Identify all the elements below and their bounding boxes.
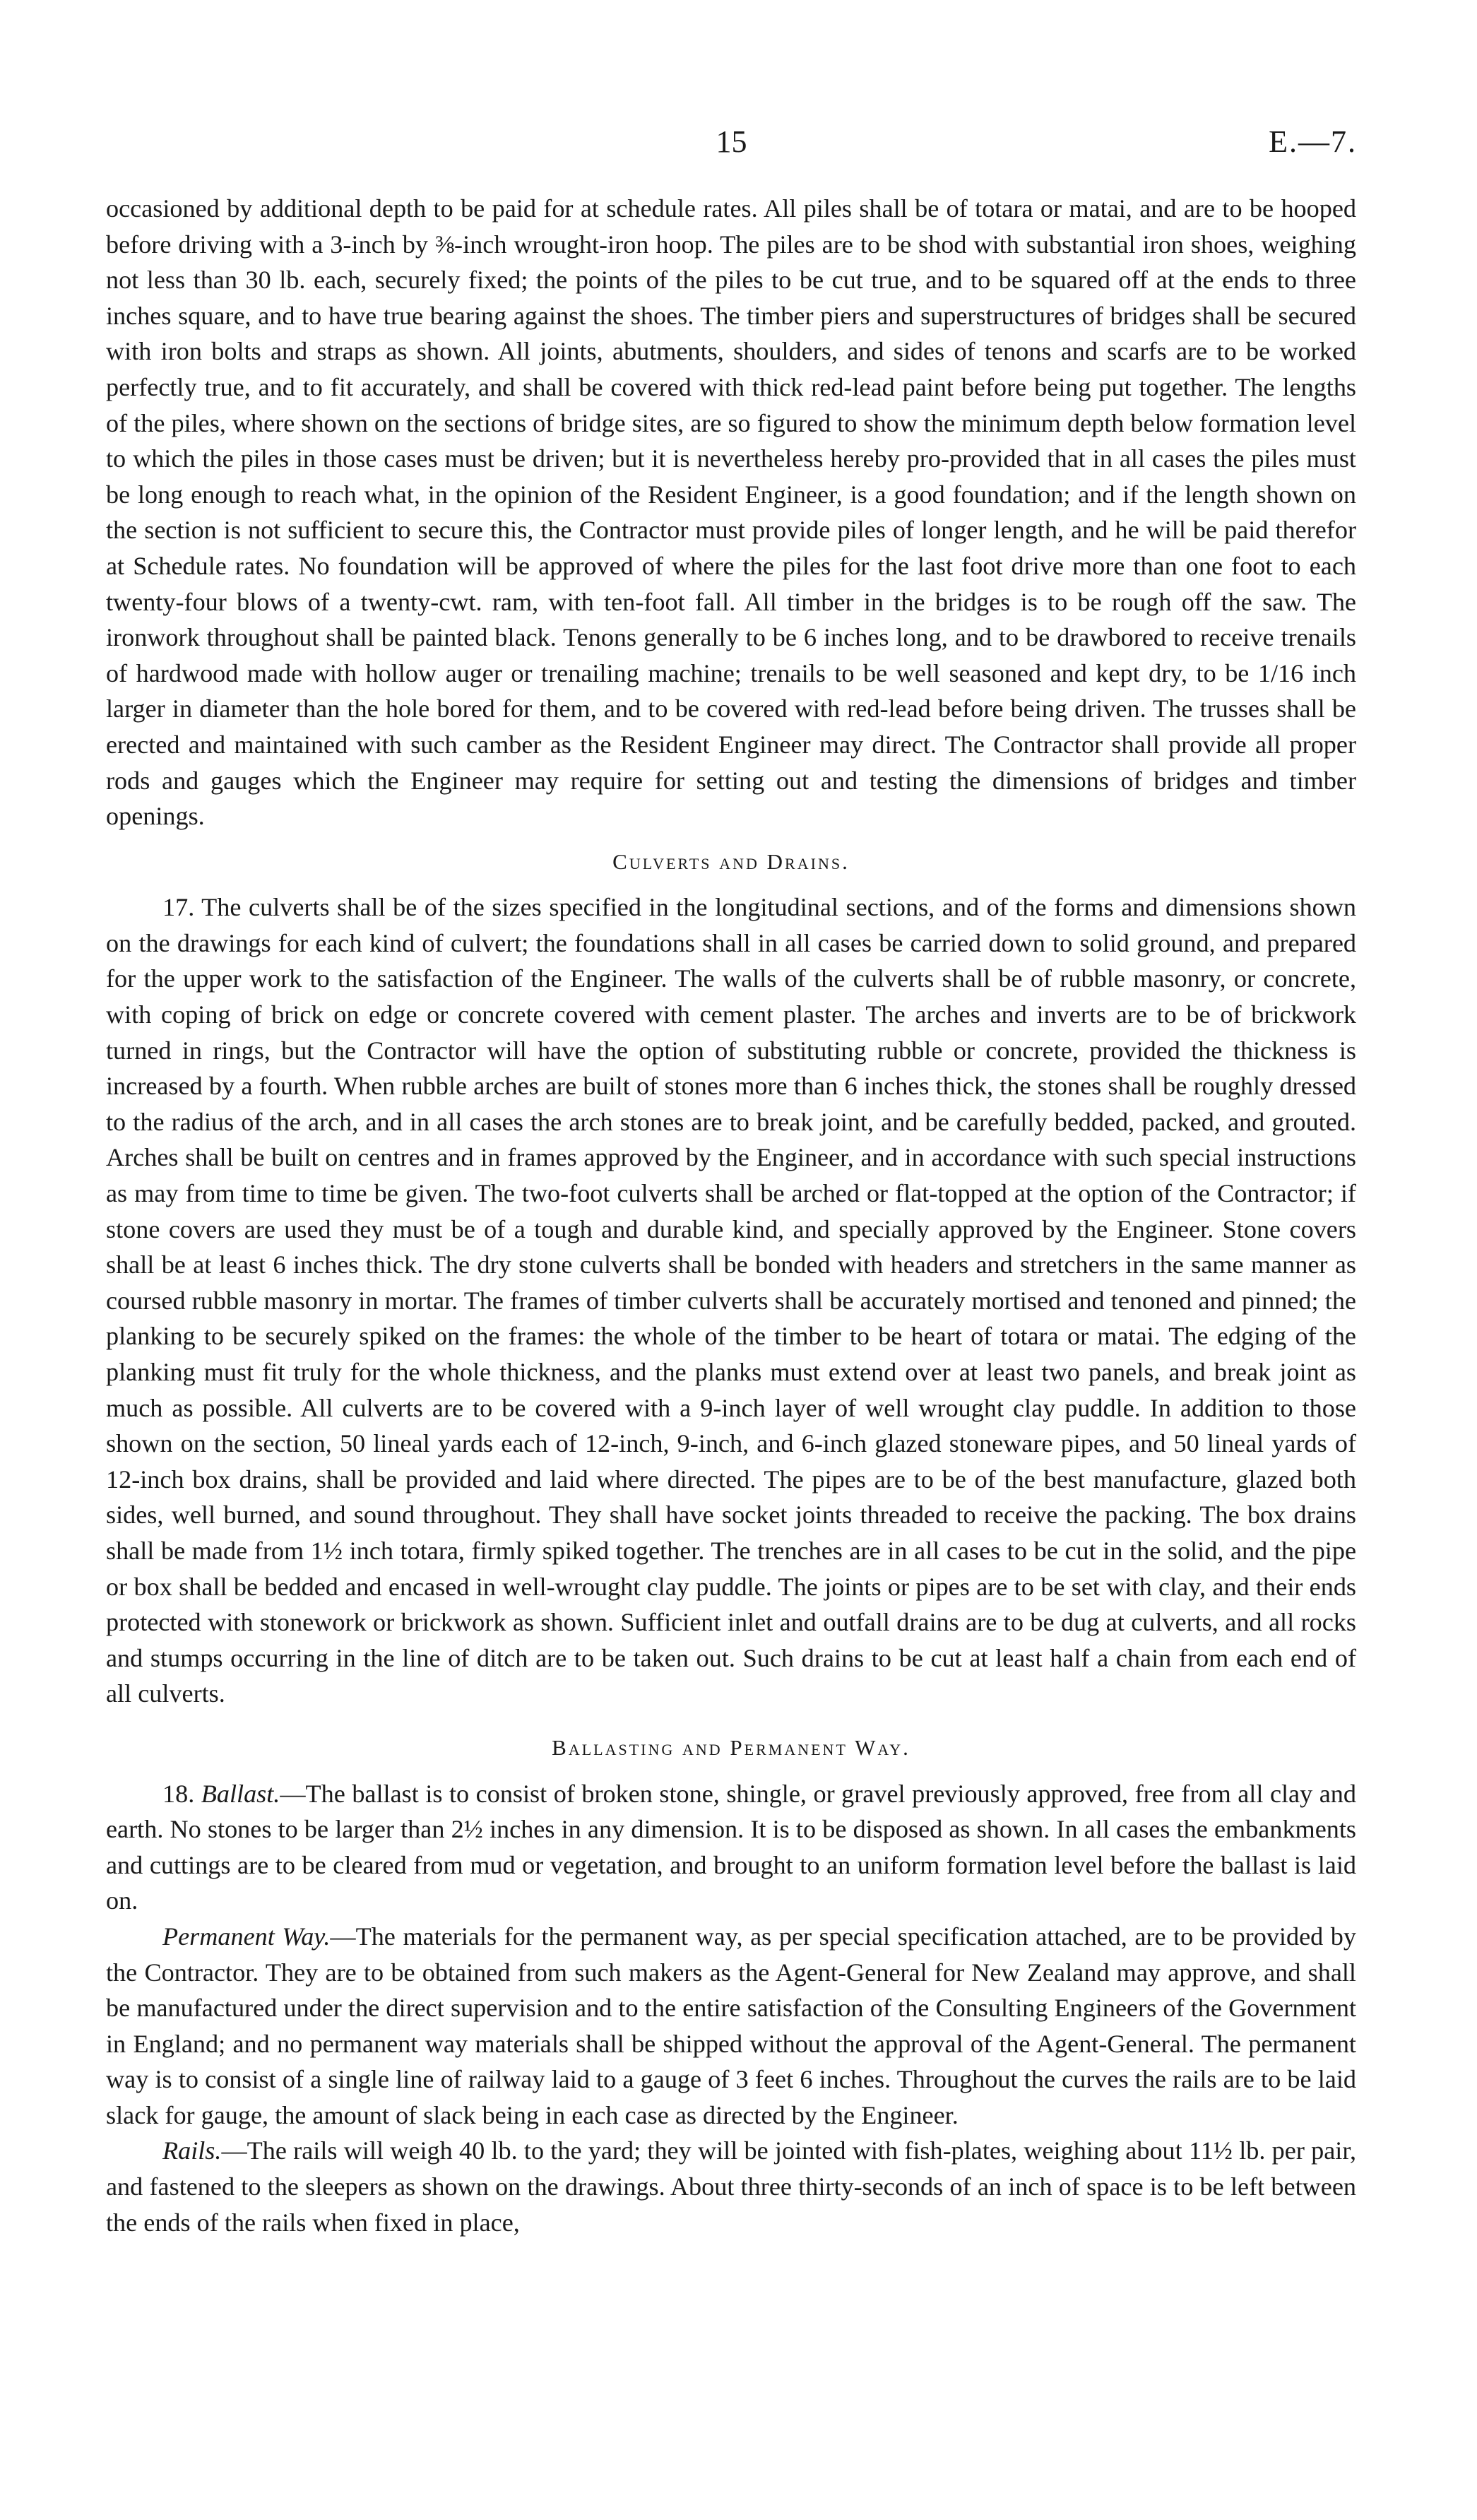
ballast-paragraph [106,1776,1356,1919]
rails-paragraph [106,2133,1356,2240]
ballasting-heading: Ballasting and Permanent Way. [552,1734,910,1760]
intro-paragraph: occasioned by additional depth to be paid for at schedule rates. All piles shall be of totara or matai, and are to be hooped before driving with a 3-inch by ⅜-inch wrought-iron hoop. The piles are to be shod with substantial iron shoes, weighing not less than 30 lb. each, securely fixed; the points of the piles to be cut true, and to be squared off at the ends to three inches square, and to have true bearing against the shoes. The timber piers and superstructures of bridges shall be secured with iron bolts and straps as shown. All joints, abutments, shoulders, and sides of tenons and scarfs are to be worked perfectly true, and to fit accurately, and shall be covered with thick red-lead paint before being put together. The lengths of the piles, where shown on the sections of bridge sites, are so figured to show the minimum depth below formation level to which the piles in those cases must be driven; but it is nevertheless hereby pro-provided that in all cases the piles must be long enough to reach what, in the opinion of the Resident Engineer, is a good foundation; and if the length shown on the section is not sufficient to secure this, the Contractor must provide piles of longer length, and he will be paid therefor at Schedule rates. No foundation will be approved of where the piles for the last foot drive more than one foot to each twenty-four blows of a twenty-cwt. ram, with ten-foot fall. All timber in the bridges is to be rough off the saw. The ironwork throughout shall be painted black. Tenons generally to be 6 inches long, and to be drawbored to receive trenails of hardwood made with hollow auger or trenailing machine; trenails to be well seasoned and kept dry, to be 1/16 inch larger in diameter than the hole bored for them, and to be covered with red-lead before being driven. The trusses shall be erected and maintained with such camber as the Resident Engineer may direct. The Contractor shall provide all proper rods and gauges which the Engineer may require for setting out and testing the dimensions of bridges and timber openings. [106,194,1356,831]
permanent-way-paragraph [106,1919,1356,2134]
document-reference: E.—7. [1269,124,1357,159]
culverts-paragraph: 17. The culverts shall be of the sizes specified in the longitudinal sections, and of the forms and dimensions shown on the drawings for each kind of culvert; the foundations shall in all cases be carried down to solid ground, and prepared for the upper work to the satisfaction of the Engineer. The walls of the culverts shall be of rubble masonry, or concrete, with coping of brick on edge or concrete covered with cement plaster. The arches and inverts are to be of brickwork turned in rings, but the Contractor will have the option of substituting rubble or concrete, provided the thickness is increased by a fourth. When rubble arches are built of stones more than 6 inches thick, the stones shall be roughly dressed to the radius of the arch, and in all cases the arch stones are to break joint, and be carefully bedded, packed, and grouted. Arches shall be built on centres and in frames approved by the Engineer, and in accordance with such special instructions as may from time to time be given. The two-foot culverts shall be arched or flat-topped at the option of the Contractor; if stone covers are used they must be of a tough and durable kind, and specially approved by the Engineer. Stone covers shall be at least 6 inches thick. The dry stone culverts shall be bonded with headers and stretchers in the same manner as coursed rubble masonry in mortar. The frames of timber culverts shall be accurately mortised and tenoned and pinned; the planking to be securely spiked on the frames: the whole of the timber to be heart of totara or matai. The edging of the planking must fit truly for the whole thickness, and the planks must extend over at least two panels, and break joint as much as possible. All culverts are to be covered with a 9-inch layer of well wrought clay puddle. In addition to those shown on the section, 50 lineal yards each of 12-inch, 9-inch, and 6-inch glazed stoneware pipes, and 50 lineal yards of 12-inch box drains, shall be provided and laid where directed. The pipes are to be of the best manufacture, glazed both sides, well burned, and sound throughout. They shall have socket joints threaded to receive the packing. The box drains shall be made from 1½ inch totara, firmly spiked together. The trenches are in all cases to be cut in the solid, and the pipe or box shall be bedded and encased in well-wrought clay puddle. The joints or pipes are to be set with clay, and their ends protected with stonework or brickwork as shown. Sufficient inlet and outfall drains are to be dug at culverts, and all rocks and stumps occurring in the line of ditch are to be taken out. Such drains to be cut at least half a chain from each end of all culverts. [106,893,1356,1708]
ballast-title: Ballast. [201,1779,280,1808]
permanent-way-text: —The materials for the permanent way, as per special specification attached, are to be provided by the Contractor. They are to be obtained from such makers as the Agent-General for New Zealand may approve, and shall be manufactured under the direct supervision and to the entire satisfaction of the Consulting Engineers of the Government in England; and no permanent way materials shall be shipped without the approval of the Agent-General. The permanent way is to consist of a single line of railway laid to a gauge of 3 feet 6 inches. Throughout the curves the rails are to be laid slack for gauge, the amount of slack being in each case as directed by the Engineer. [106,1922,1356,2129]
page-number: 15 [716,124,747,159]
rails-title: Rails. [162,2136,222,2165]
culverts-heading: Culverts and Drains. [612,848,850,874]
page-header [106,124,1357,166]
ballast-number: 18. [162,1779,201,1808]
rails-text: —The rails will weigh 40 lb. to the yard; they will be jointed with fish-plates, weighing about 11½ lb. per pair, and fastened to the sleepers as shown on the drawings. About three thirty-seconds of an inch of space is to be left between the ends of the rails when fixed in place, [106,2136,1356,2237]
ballast-text: —The ballast is to consist of broken stone, shingle, or gravel previously approved, free from all clay and earth. No stones to be larger than 2½ inches in any dimension. It is to be disposed as shown. In all cases the embankments and cuttings are to be cleared from mud or vegetation, and brought to an uniform formation level before the ballast is laid on. [106,1779,1356,1915]
page-body [106,191,1356,2240]
permanent-way-title: Permanent Way. [162,1922,331,1951]
